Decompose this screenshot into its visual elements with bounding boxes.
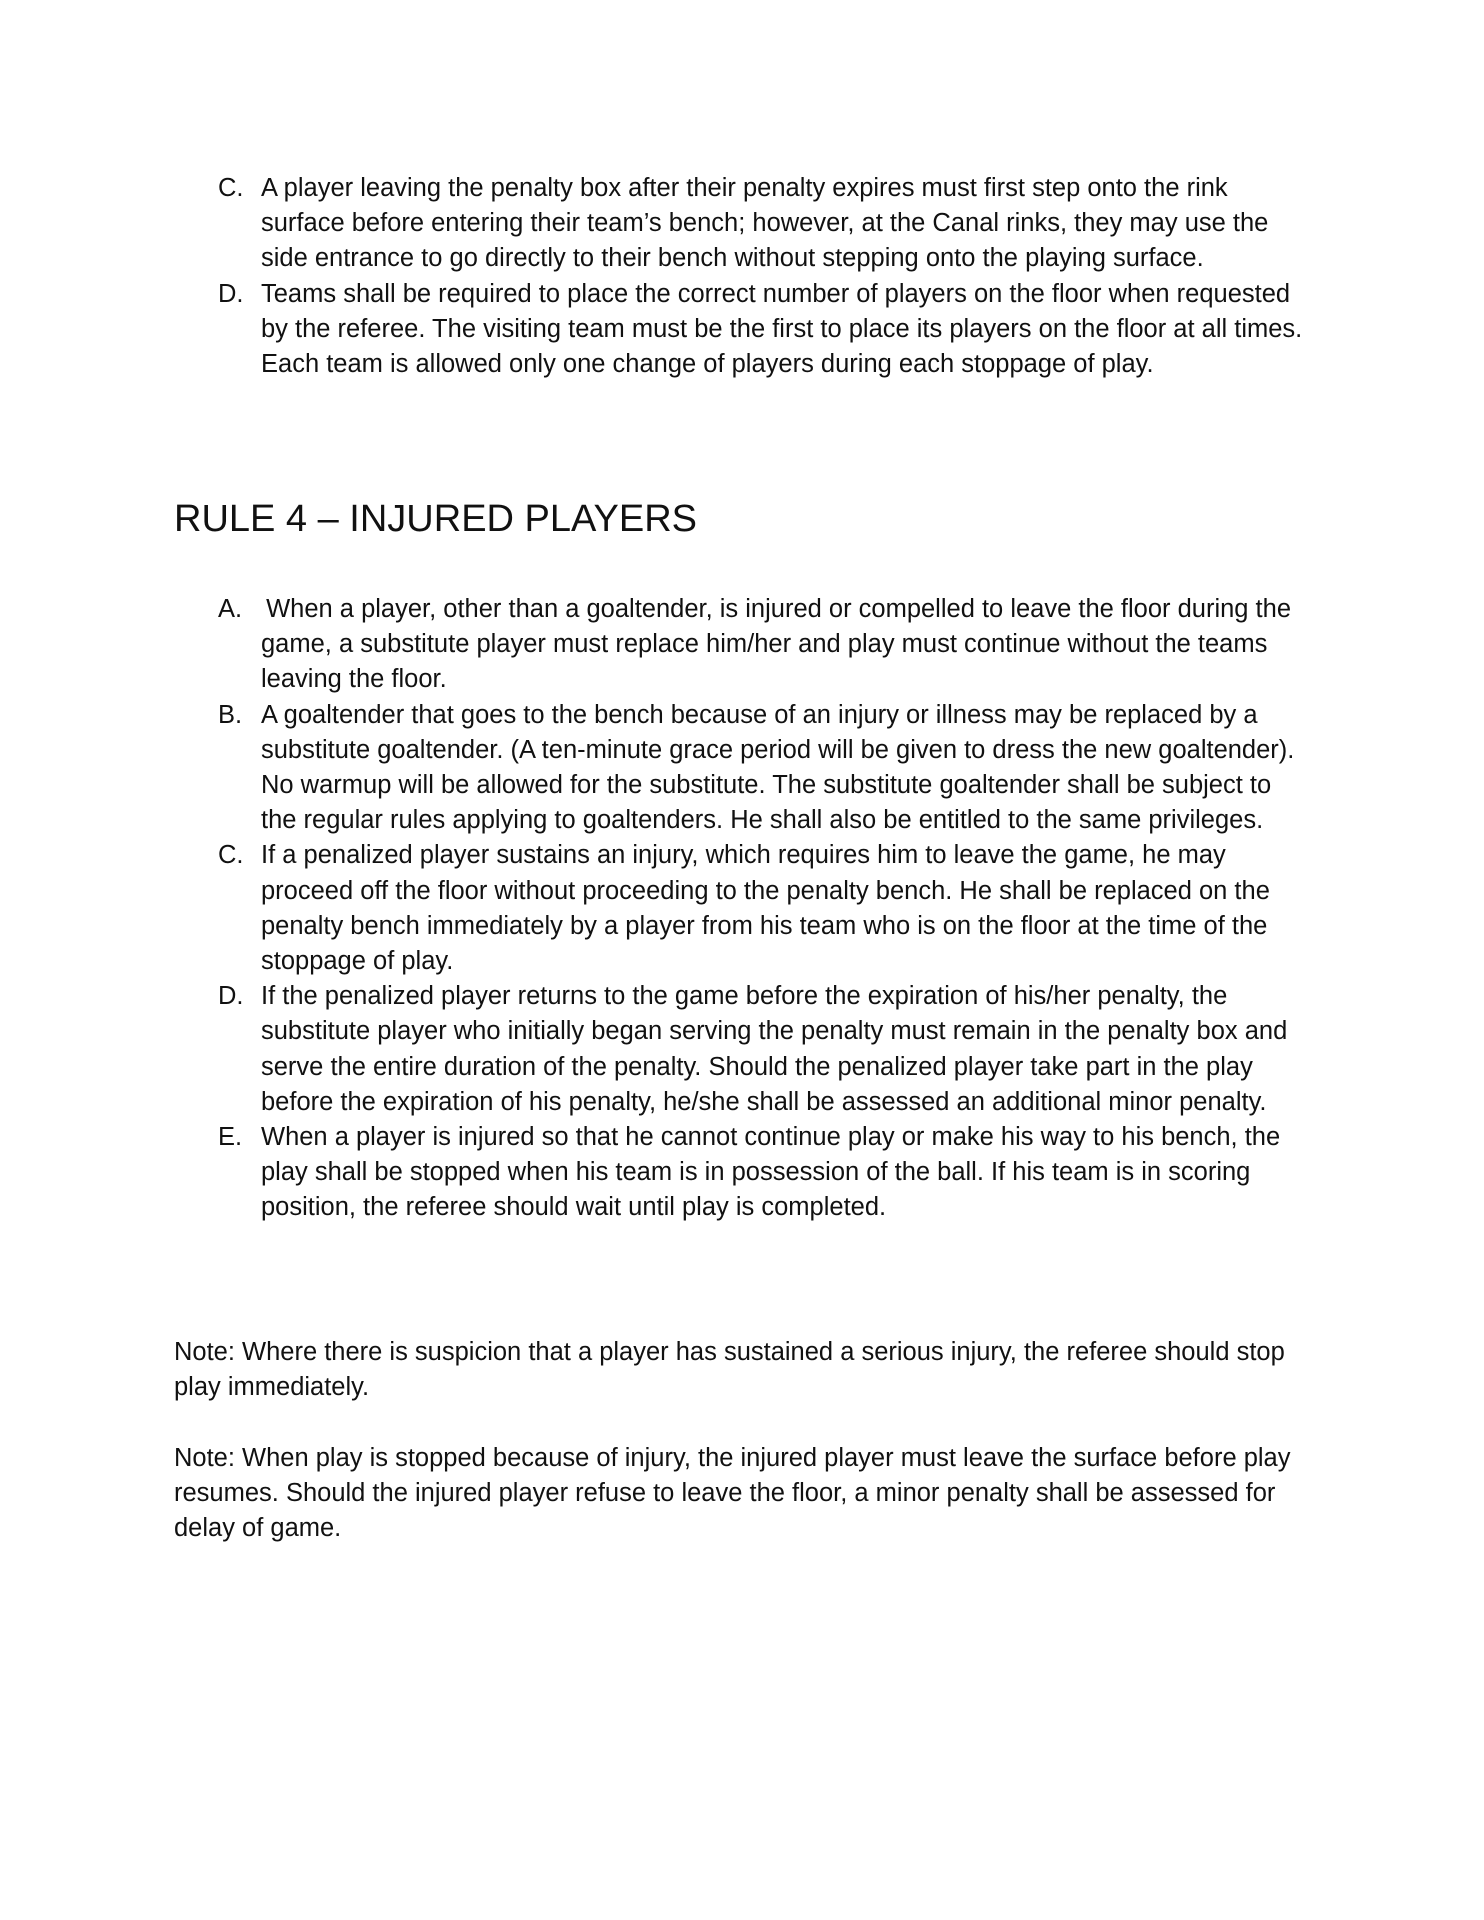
list-marker: E. — [218, 1123, 243, 1152]
list-item — [0, 979, 1311, 1120]
list-marker: C. — [218, 841, 244, 870]
list-item-text: If the penalized player returns to the game before the expiration of his/her penalty, the substitute player who initially began serving the penalty must remain in the penalty box and serve the entire duration of the penalty. Should the penalized player take part in the play before the expiration of his penalty, he/she shall be assessed an additional minor penalty. — [261, 982, 1288, 1116]
rule-4-list — [0, 592, 1484, 1226]
continued-rule-list — [0, 171, 1484, 382]
list-item — [0, 838, 1311, 979]
list-item — [0, 698, 1311, 839]
list-item — [0, 171, 1311, 277]
list-item — [0, 277, 1311, 383]
list-item-text: When a player, other than a goaltender, is injured or compelled to leave the floor during the game, a substitute player must replace him/her and play must continue without the teams leaving the floor. — [261, 595, 1292, 694]
list-marker: A. — [218, 595, 243, 623]
list-item-text: If a penalized player sustains an injury, which requires him to leave the game, he may proceed off the floor without proceeding to the penalty bench. He shall be replaced on the penalty bench immediately by a player from his team who is on the floor at the time of the stoppage of play. — [261, 841, 1270, 976]
rule-4-heading: RULE 4 – INJURED PLAYERS — [174, 498, 698, 540]
list-marker: D. — [218, 982, 244, 1011]
note-serious-injury: Note: Where there is suspicion that a player has sustained a serious injury, the referee should stop play immediately. — [174, 1338, 1285, 1402]
list-item-text: A player leaving the penalty box after their penalty expires must first step onto the rink surface before entering their team’s bench; however, at the Canal rinks, they may use the side entrance to go directly to their bench without stepping onto the playing surface. — [261, 174, 1269, 273]
list-item-text: A goaltender that goes to the bench because of an injury or illness may be replaced by a substitute goaltender. (A ten-minute grace period will be given to dress the new goaltender). No warmup will be allowed for the substitute. The substitute goaltender shall be subject to the regular rules applying to goaltenders. He shall also be entitled to the same privileges. — [261, 700, 1295, 835]
list-marker: C. — [218, 174, 244, 202]
list-item — [0, 592, 1311, 698]
list-item — [0, 1120, 1311, 1226]
list-marker: D. — [218, 279, 244, 308]
note-injury-stoppage: Note: When play is stopped because of injury, the injured player must leave the surface before play resumes. Should the injured player refuse to leave the floor, a minor penalty shall be assessed for delay of game. — [174, 1444, 1291, 1543]
list-item-text: Teams shall be required to place the correct number of players on the floor when requested by the referee. The visiting team must be the first to place its players on the floor at all times. Each team is allowed only one change of players during each stoppage of play. — [261, 279, 1303, 379]
list-marker: B. — [218, 700, 243, 729]
list-item-text: When a player is injured so that he cannot continue play or make his way to his bench, the play shall be stopped when his team is in possession of the ball. If his team is in scoring position, the referee should wait until play is completed. — [261, 1123, 1281, 1222]
